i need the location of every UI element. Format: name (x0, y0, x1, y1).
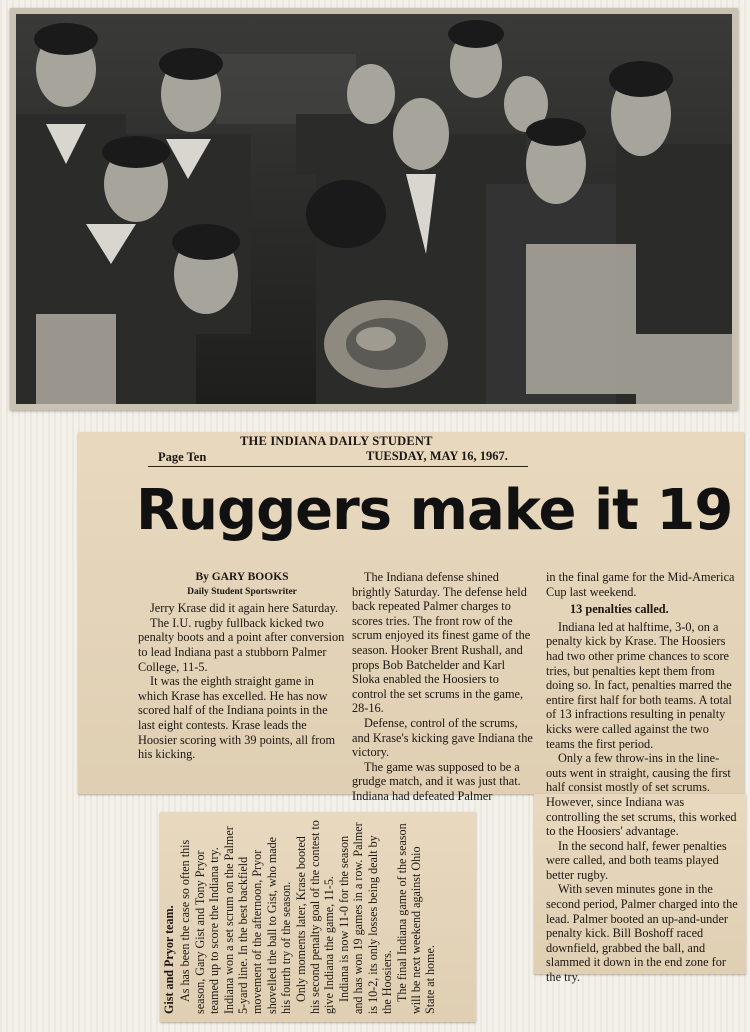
byline: By GARY BOOKS (195, 571, 289, 583)
paragraph: The game was supposed to be a grudge match, and it was just that. Indiana had defeated Palmer (352, 759, 521, 803)
article-column-2 (352, 570, 536, 804)
rotated-clipping-text (158, 814, 474, 1020)
team-photo (10, 8, 738, 410)
paragraph: The Indiana defense shined brightly Saturday. The defense held back repeated Palmer charges to scores tries. The front row of the scrum enjoyed its finest game of the season. Hooker Brent Rushall, and props Bob Batchelder and Karl Sloka enabled the Hoosiers to control the set scrums in the game, 28-16. (352, 570, 531, 716)
paragraph: Indiana is now 11-0 for the season and has won 19 games in a row. Palmer is 10-2, its only losses being dealt by the Hoosiers. (336, 822, 395, 1014)
team-photo-image (16, 14, 732, 404)
newspaper-masthead: THE INDIANA DAILY STUDENT (240, 434, 433, 448)
masthead-rule (148, 466, 528, 467)
paragraph: In the second half, fewer penalties were called, and both teams played better rugby. (546, 838, 727, 882)
paragraph: Defense, control of the scrums, and Krase's kicking gave Indiana the victory. (352, 715, 533, 760)
subhead: 13 penalties called. (570, 602, 669, 617)
paragraph: With seven minutes gone in the second period, Palmer charged into the lead. Palmer booted an up-and-under penalty kick. Bill Boshoff raced downfield, grabbed the ball, and slammed it down in the end zone for the try. (546, 882, 738, 985)
article-column-1 (138, 570, 346, 762)
paragraph: in the final game for the Mid-America Cup last weekend. (546, 570, 735, 599)
byline-credit: Daily Student Sportswriter (187, 586, 297, 597)
paragraph: It was the eighth straight game in which Krase has excelled. He has now scored half of the Indiana points in the last eight contests. Krase leads the Hoosier scoring with 39 points, all from his kicking. (138, 674, 336, 762)
issue-date: TUESDAY, MAY 16, 1967. (366, 449, 508, 463)
paragraph: As has been the case so often this season, Gary Gist and Tony Pryor teamed up to score the Indiana try. Indiana won a set scrum on the Palmer 5-yard line. In the best backfield movement of the afternoon, Pryor shovelled the ball to Gist, who made his fourth try of the season. (178, 826, 294, 1014)
article-column-3 (546, 570, 738, 985)
paragraph: The I.U. rugby fullback kicked two penalty boots and a point after conversion to lead Indiana past a stubborn Palmer College, 11-5. (138, 615, 345, 674)
page-number: Page Ten (158, 450, 207, 464)
paragraph: Only moments later, Krase booted his second penalty goal of the contest to give Indiana the game, 11-5. (293, 820, 337, 1014)
paragraph: Only a few throw-ins in the line-outs went in straight, causing the first half consist mostly of set scrums. However, since Indiana was controlling the set scrums, this worked to the Hoosiers' advantage. (546, 751, 737, 839)
paragraph: The final Indiana game of the season will be next weekend against Ohio State at home. (394, 823, 438, 1014)
paragraph: Indiana led at halftime, 3-0, on a penalty kick by Krase. The Hoosiers had two other prime chances to score tries, but penalties kept them from doing so. In fact, penalties marred the entire first half for both teams. A total of 13 infractions resulting in penalty kicks were called against the two teams the first period. (546, 619, 732, 751)
headline: Ruggers make it 19 (136, 478, 733, 543)
rotated-subhead: Gist and Pryor team. (162, 905, 176, 1014)
paragraph: Jerry Krase did it again here Saturday. (150, 601, 339, 616)
